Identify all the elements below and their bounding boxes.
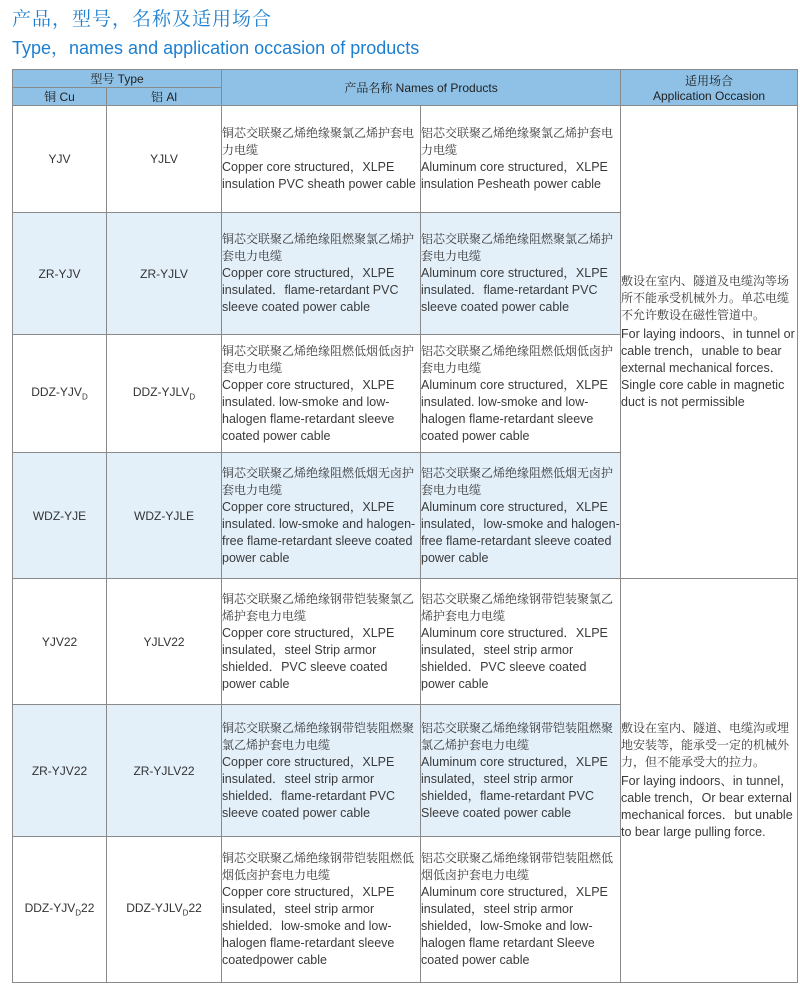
cu-name-en: Copper core structured，XLPE insulated．steel strip armor shielded．flame-retardant PVC sleeve coated power cable [222,754,396,820]
al-description [421,106,621,213]
al-name-cn: 铝芯交联聚乙烯绝缘阻燃聚氯乙烯护套电力电缆 [421,232,614,263]
al-name-en: Aluminum core structured，XLPE insulation Pesheath power cable [421,160,608,191]
al-name-en: Aluminum core structured，XLPE insulated，low-smoke and halogen-free flame-retardant sleeve coated power cable [421,499,620,565]
cu-model: DDZ-$YJV_D$ [13,335,107,453]
cu-description [222,453,421,579]
cu-name-cn: 铜芯交联聚乙烯绝缘钢带铠装阻燃聚氯乙烯护套电力电缆 [222,720,415,752]
cu-model: YJV [13,106,107,213]
cu-name-en: Copper core structured，XLPE insulated. low-smoke and low-halogen flame-retardant sleeve coated power cable [222,377,395,443]
al-name-cn: 铝芯交联聚乙烯绝缘阻燃低烟低卤护套电力电缆 [421,343,614,375]
al-name-cn: 铝芯交联聚乙烯绝缘钢带铠装阻燃聚氯乙烯护套电力电缆 [421,720,614,752]
header-occasion-cn: 适用场合 [685,74,734,88]
al-name-cn: 铝芯交联聚乙烯绝缘钢带铠装阻燃低烟低卤护套电力电缆 [421,851,614,882]
cu-name-en: Copper core structured，XLPE insulated. low-smoke and halogen-free flame-retardant sleeve coated power cable [222,499,416,565]
occasion-1-cn: 敷设在室内、隧道及电缆沟等场所不能承受机械外力。单芯电缆不允许敷设在磁性管道中。 [621,274,790,322]
al-name-en: Aluminum core structured，XLPE insulated，steel strip armor shielded，flame-retardant PVC Sleeve coated power cable [421,754,608,820]
al-description [421,579,621,705]
al-model: WDZ-YJLE [107,453,222,579]
cu-description [222,837,421,983]
cu-description [222,579,421,705]
cu-model: WDZ-YJE [13,453,107,579]
al-description [421,213,621,335]
table-row [13,579,798,705]
cu-name-en: Copper core structured，XLPE insulation PVC sheath power cable [222,160,416,191]
page-title-en: Type，names and application occasion of products [12,38,420,58]
al-model: DDZ-$YJLV_D22$ [107,837,222,983]
cu-name-cn: 铜芯交联聚乙烯绝缘聚氯乙烯护套电力电缆 [222,126,415,157]
header-application-occasion [621,70,798,106]
occasion-2-cn: 敷设在室内、隧道、电缆沟或埋地安装等，能承受一定的机械外力，但不能承受大的拉力。 [621,721,790,769]
cu-name-cn: 铜芯交联聚乙烯绝缘阻燃低烟无卤护套电力电缆 [222,465,415,497]
al-name-cn: 铝芯交联聚乙烯绝缘钢带铠装聚氯乙烯护套电力电缆 [421,591,614,623]
cu-description [222,106,421,213]
cu-model: YJV22 [13,579,107,705]
occasion-armored [621,579,798,983]
table-row [13,106,798,213]
cu-name-en: Copper core structured，XLPE insulated，steel strip armor shielded．low-smoke and low-halogen flame-retardant sleeve coatedpower cable [222,885,395,967]
cu-model: DDZ-$YJV_D22$ [13,837,107,983]
al-model: ZR-YJLV22 [107,705,222,837]
occasion-1-en: For laying indoors、in tunnel or cable trench，unable to bear external mechanical forces．Single core cable in magnetic duct is not permissible [621,327,795,409]
header-copper: 铜 Cu [13,88,107,106]
cu-model: ZR-YJV22 [13,705,107,837]
cu-name-cn: 铜芯交联聚乙烯绝缘阻燃聚氯乙烯护套电力电缆 [222,232,415,263]
cu-description [222,335,421,453]
cu-name-cn: 铜芯交联聚乙烯绝缘钢带铠装阻燃低烟低卤护套电力电缆 [222,851,415,882]
al-name-en: Aluminum core structured，XLPE insulated，steel strip armor shielded，low-Smoke and low-halogen flame retardant Sleeve coated power cable [421,885,608,967]
al-model: DDZ-$YJLV_D$ [107,335,222,453]
al-name-cn: 铝芯交联聚乙烯绝缘聚氯乙烯护套电力电缆 [421,126,614,157]
cu-name-en: Copper core structured，XLPE insulated，steel Strip armor shielded．PVC sleeve coated power cable [222,625,395,691]
cu-name-en: Copper core structured，XLPE insulated．flame-retardant PVC sleeve coated power cable [222,266,399,314]
header-aluminum: 铝 Al [107,88,222,106]
cu-model: ZR-YJV [13,213,107,335]
al-description [421,335,621,453]
header-type: 型号 Type [13,70,222,88]
cu-description [222,213,421,335]
al-model: ZR-YJLV [107,213,222,335]
al-name-cn: 铝芯交联聚乙烯绝缘阻燃低烟无卤护套电力电缆 [421,465,614,497]
al-name-en: Aluminum core structured．XLPE insulated，steel strip armor shielded．PVC sleeve coated power cable [421,625,608,691]
al-description [421,837,621,983]
occasion-indoor [621,106,798,579]
al-model: YJLV [107,106,222,213]
cu-name-cn: 铜芯交联聚乙烯绝缘阻燃低烟低卤护套电力电缆 [222,343,415,375]
cu-name-cn: 铜芯交联聚乙烯绝缘钢带铠装聚氯乙烯护套电力电缆 [222,591,415,623]
header-occasion-en: Application Occasion [653,89,766,103]
cu-description [222,705,421,837]
page-title-cn: 产品，型号，名称及适用场合 [12,8,273,30]
al-description [421,705,621,837]
occasion-2-en: For laying indoors、in tunnel，cable trench，Or bear external mechanical forces．but unable to bear large pulling force. [621,774,793,839]
al-description [421,453,621,579]
al-model: YJLV22 [107,579,222,705]
product-table [12,69,798,983]
header-product-names: 产品名称 Names of Products [222,70,621,106]
al-name-en: Aluminum core structured，XLPE insulated. low-smoke and low-halogen flame-retardant sleeve coated power cable [421,377,608,443]
al-name-en: Aluminum core structured，XLPE insulated．flame-retardant PVC sleeve coated power cable [421,266,608,314]
